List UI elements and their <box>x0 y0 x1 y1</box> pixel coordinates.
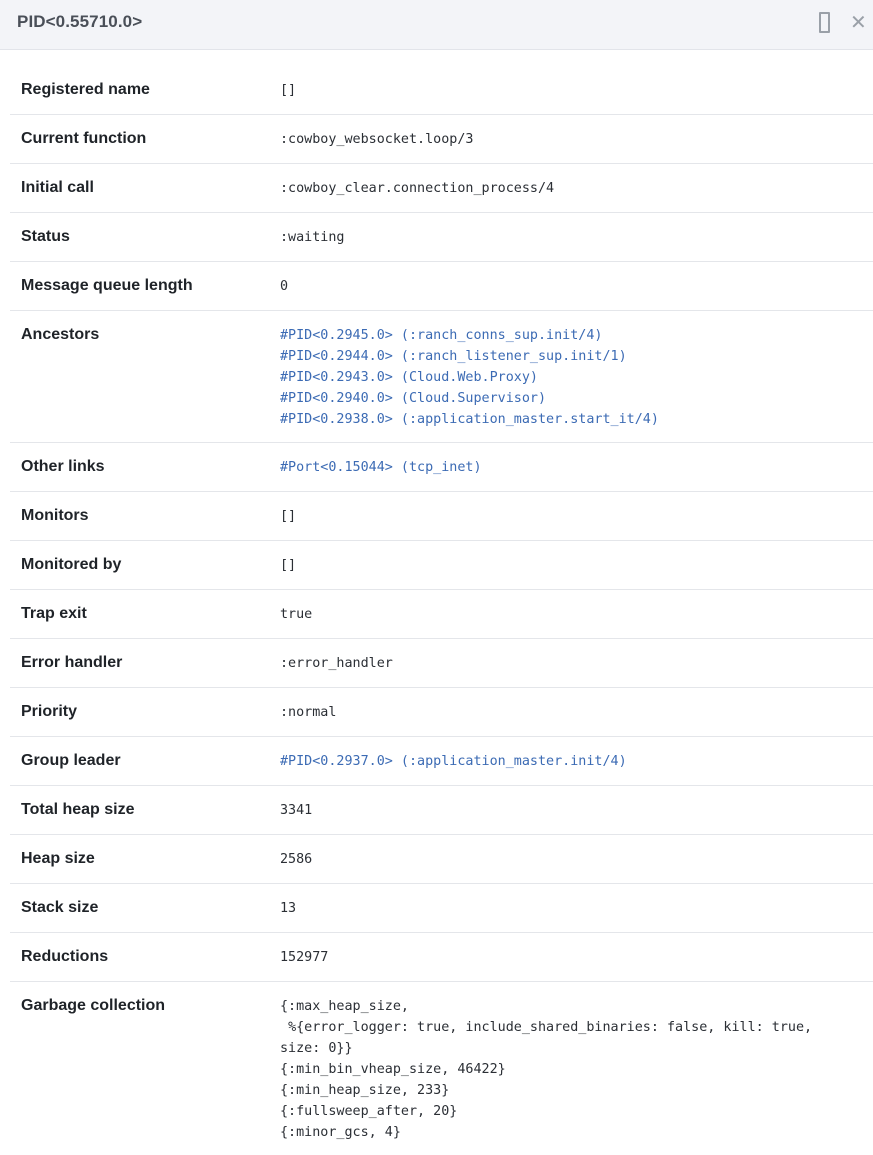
info-row <box>10 835 873 884</box>
info-value <box>280 639 873 687</box>
value-line: {:fullsweep_after, 20} <box>280 1104 458 1119</box>
info-label: Registered name <box>21 81 150 98</box>
fullscreen-button[interactable] <box>816 11 834 35</box>
value-line: :cowboy_clear.connection_process/4 <box>280 181 555 196</box>
info-row <box>10 737 873 786</box>
process-link[interactable]: #PID<0.2944.0> (:ranch_listener_sup.init/1) <box>280 349 627 364</box>
close-icon: ✕ <box>850 10 867 34</box>
info-value <box>280 213 873 261</box>
value-line: 3341 <box>280 803 313 818</box>
info-label: Message queue length <box>21 277 193 294</box>
info-label: Status <box>21 228 70 245</box>
info-row <box>10 590 873 639</box>
info-row <box>10 688 873 737</box>
info-value <box>280 688 873 736</box>
info-row <box>10 443 873 492</box>
value-line: [] <box>280 509 297 524</box>
info-row <box>10 786 873 835</box>
info-row <box>10 66 873 115</box>
info-label: Trap exit <box>21 605 87 622</box>
info-value <box>280 443 873 491</box>
process-info-table <box>10 66 873 1155</box>
info-label: Monitors <box>21 507 89 524</box>
info-row <box>10 933 873 982</box>
value-line: :cowboy_websocket.loop/3 <box>280 132 474 147</box>
info-label: Current function <box>21 130 147 147</box>
value-line: [] <box>280 83 297 98</box>
value-line: {:min_heap_size, 233} <box>280 1083 450 1098</box>
info-label: Priority <box>21 703 78 720</box>
value-line: {:minor_gcs, 4} <box>280 1125 401 1140</box>
info-label: Ancestors <box>21 326 100 343</box>
info-label: Error handler <box>21 654 123 671</box>
value-line: :normal <box>280 705 337 720</box>
value-line: 152977 <box>280 950 329 965</box>
value-line: 13 <box>280 901 297 916</box>
close-button[interactable] <box>850 11 868 35</box>
info-value <box>280 933 873 981</box>
info-value <box>280 835 873 883</box>
info-value <box>280 492 873 540</box>
info-value <box>280 541 873 589</box>
info-value <box>280 737 873 785</box>
info-value <box>280 982 873 1155</box>
process-link[interactable]: #PID<0.2945.0> (:ranch_conns_sup.init/4) <box>280 328 603 343</box>
process-link[interactable]: #Port<0.15044> (tcp_inet) <box>280 460 482 475</box>
info-row <box>10 262 873 311</box>
info-row <box>10 213 873 262</box>
rectangle-outline-icon <box>819 12 830 33</box>
info-row <box>10 541 873 590</box>
value-line: 0 <box>280 279 289 294</box>
info-value <box>280 311 873 442</box>
info-value <box>280 262 873 310</box>
value-line: true <box>280 607 313 622</box>
process-link[interactable]: #PID<0.2943.0> (Cloud.Web.Proxy) <box>280 370 538 385</box>
info-value <box>280 786 873 834</box>
process-link[interactable]: #PID<0.2937.0> (:application_master.init/4) <box>280 754 627 769</box>
info-value <box>280 164 873 212</box>
info-label: Heap size <box>21 850 95 867</box>
info-label: Stack size <box>21 899 99 916</box>
info-label: Group leader <box>21 752 121 769</box>
info-row <box>10 884 873 933</box>
value-line: :error_handler <box>280 656 393 671</box>
info-label: Garbage collection <box>21 997 166 1014</box>
info-row <box>10 115 873 164</box>
page-title: PID<0.55710.0> <box>17 12 143 31</box>
info-label: Reductions <box>21 948 109 965</box>
value-line: {:max_heap_size, %{error_logger: true, include_shared_binaries: false, kill: true, size: 0}} <box>280 999 813 1056</box>
info-label: Other links <box>21 458 105 475</box>
info-value <box>280 115 873 163</box>
value-line: 2586 <box>280 852 313 867</box>
info-row <box>10 164 873 213</box>
value-line: :waiting <box>280 230 345 245</box>
info-label: Monitored by <box>21 556 122 573</box>
info-row <box>10 311 873 443</box>
info-value <box>280 884 873 932</box>
process-link[interactable]: #PID<0.2938.0> (:application_master.start_it/4) <box>280 412 659 427</box>
value-line: [] <box>280 558 297 573</box>
info-value <box>280 590 873 638</box>
info-row <box>10 639 873 688</box>
info-row <box>10 492 873 541</box>
value-line: {:min_bin_vheap_size, 46422} <box>280 1062 506 1077</box>
info-label: Total heap size <box>21 801 135 818</box>
info-label: Initial call <box>21 179 94 196</box>
process-link[interactable]: #PID<0.2940.0> (Cloud.Supervisor) <box>280 391 547 406</box>
panel-header <box>0 0 873 50</box>
info-value <box>280 66 873 114</box>
info-row <box>10 982 873 1155</box>
